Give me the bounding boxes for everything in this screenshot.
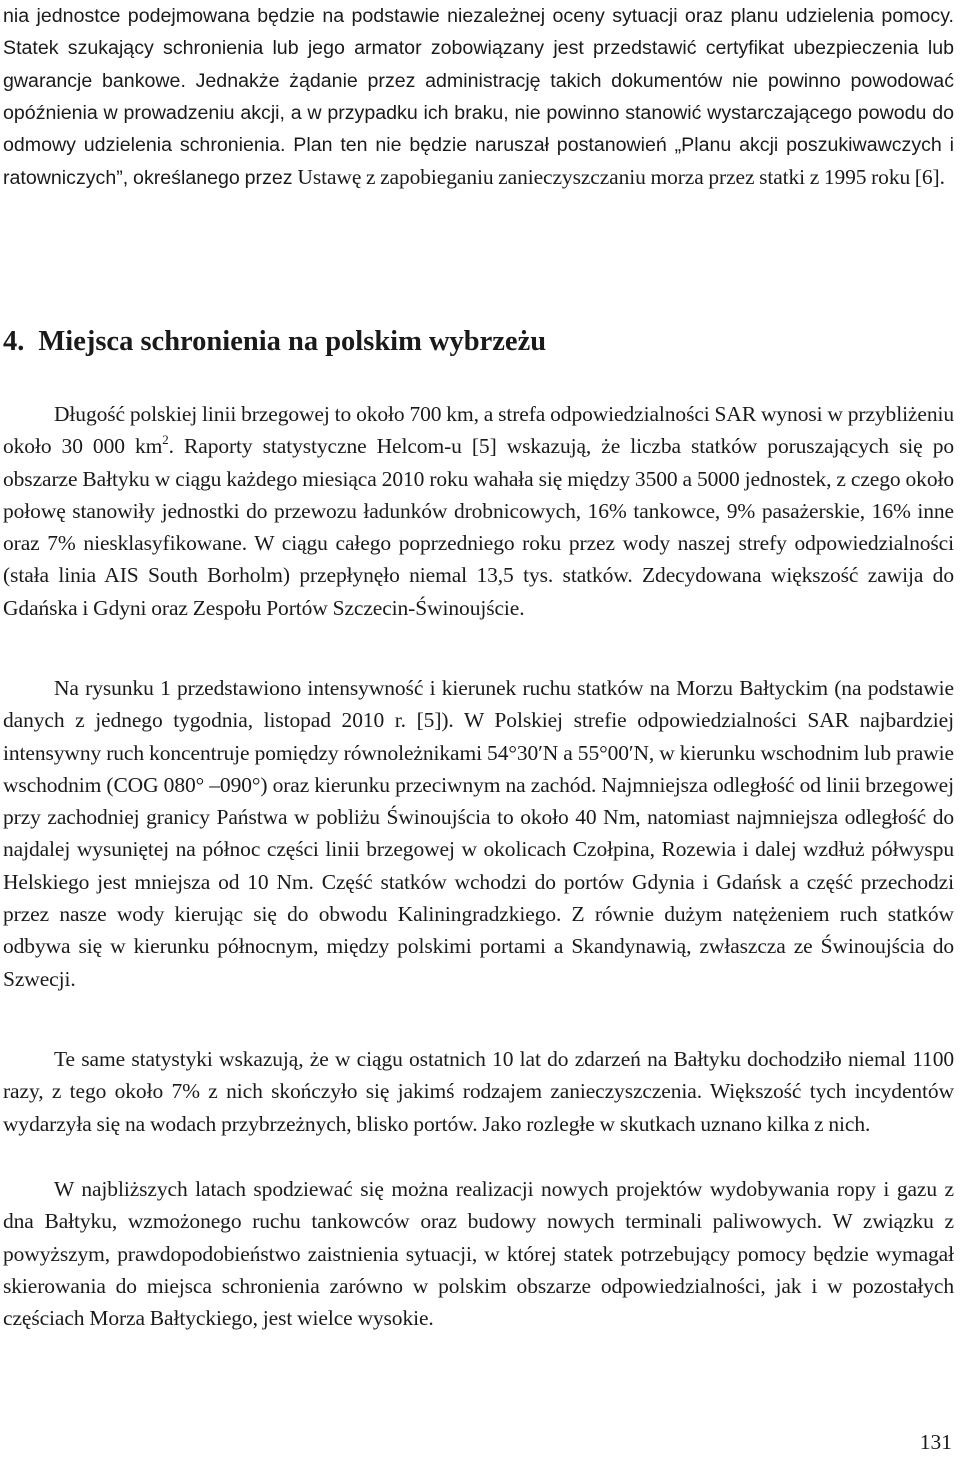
paragraph-1-text-b: . Raporty statystyczne Helcom-u [5] wskazują, że liczba statków poruszających się po obszarze Bałtyku w ciągu każdego miesiąca 2010 roku wahała się między 3500 a 5000 jednostek, z czego około połowę stanowiły jednostki do przewozu ładunków drobnicowych, 16% tankowce, 9% pasażerskie, 16% inne oraz 7% niesklasyfikowane. W ciągu całego poprzedniego roku przez wody naszej strefy odpowiedzialności (stała linia AIS South Borholm) przepłynęło niemal 13,5 tys. statków. Zdecydowana większość zawija do Gdańska i Gdyni oraz Zespołu Portów Szczecin-Świnoujście. <box>3 434 955 620</box>
paragraph-2: Na rysunku 1 przedstawiono intensywność i kierunek ruchu statków na Morzu Bałtyckim (na podstawie danych z jednego tygodnia, listopad 2010 r. [5]). W Polskiej strefie odpowiedzialności SAR najbardziej intensywny ruch koncentruje pomiędzy równoleżnikami 54°30′N a 55°00′N, w kierunku wschodnim lub prawie wschodnim (COG 080° –090°) oraz kierunku przeciwnym na zachód. Najmniejsza odległość od linii brzegowej przy zachodniej granicy Państwa w pobliżu Świnoujścia to około 40 Nm, natomiast najmniejsza odległość do najdalej wysuniętej na północ części linii brzegowej w okolicach Czołpina, Rozewia i dalej wzdłuż półwyspu Helskiego jest mniejsza od 10 Nm. Część statków wchodzi do portów Gdynia i Gdańsk a część przechodzi przez nasze wody kierując się do obwodu Kaliningradzkiego. Z równie dużym natężeniem ruch statków odbywa się w kierunku północnym, między polskimi portami a Skandynawią, zwłaszcza ze Świnoujścia do Szwecji. <box>3 676 954 991</box>
section-number: 4. <box>3 326 25 357</box>
superscript-2: 2 <box>162 432 169 448</box>
paragraph-1-text-a: Długość polskiej linii brzegowej to około 700 km, a strefa odpowiedzialności SAR wynosi w przybliżeniu około 30 000 km <box>3 402 954 459</box>
intro-text-serif: Ustawę z zapobieganiu zanieczyszczaniu morza przez statki z 1995 roku [6]. <box>297 165 945 190</box>
page-number: 131 <box>919 1430 952 1454</box>
section-title: Miejsca schronienia na polskim wybrzeżu <box>38 326 547 357</box>
paragraph-1 <box>3 398 954 624</box>
paragraph-4: W najbliższych latach spodziewać się można realizacji nowych projektów wydobywania ropy i gazu z dna Bałtyku, wzmożonego ruchu tankowców oraz budowy nowych terminali paliwowych. W związku z powyższym, prawdopodobieństwo zaistnienia sytuacji, w której statek potrzebujący pomocy będzie wymagał skierowania do miejsca schronienia zarówno w polskim obszarze odpowiedzialności, jak i w pozostałych częściach Morza Bałtyckiego, jest wielce wysokie. <box>3 1177 954 1331</box>
section-heading <box>3 322 546 362</box>
intro-text-sans: nia jednostce podejmowana będzie na podstawie niezależnej oceny sytuacji oraz planu udzielenia pomocy. Statek szukający schronienia lub jego armator zobowiązany jest przedstawić certyfikat ubezpieczenia lub gwarancje bankowe. Jednakże żądanie przez administrację takich dokumentów nie powinno powodować opóźnienia w prowadzeniu akcji, a w przypadku ich braku, nie powinno stanowić wystarczającego powodu do odmowy udzielenia schronienia. Plan ten nie będzie naruszał postanowień „Planu akcji poszukiwawczych i ratowniczych”, określanego przez <box>3 5 954 190</box>
intro-paragraph <box>3 0 954 195</box>
paragraph-3: Te same statystyki wskazują, że w ciągu ostatnich 10 lat do zdarzeń na Bałtyku dochodziło niemal 1100 razy, z tego około 7% z nich skończyło się jakimś rodzajem zanieczyszczenia. Większość tych incydentów wydarzyła się na wodach przybrzeżnych, blisko portów. Jako rozległe w skutkach uznano kilka z nich. <box>3 1047 954 1136</box>
